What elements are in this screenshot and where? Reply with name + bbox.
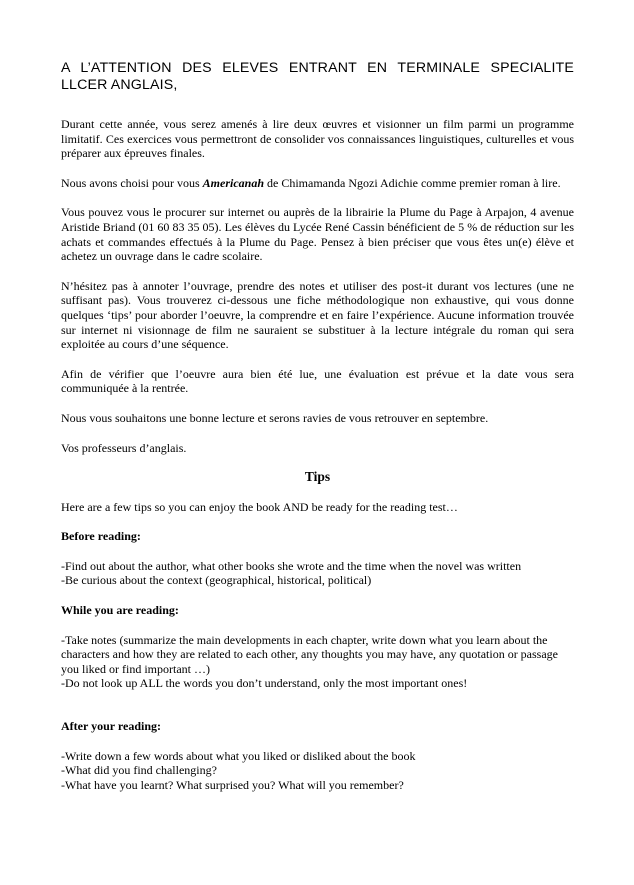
list-item: -Find out about the author, what other books she wrote and the time when the novel was written (61, 558, 522, 573)
while-reading-heading: While you are reading: (61, 603, 179, 618)
intro-paragraph: Durant cette année, vous serez amenés à lire deux œuvres et visionner un film parmi un programme limitatif. Ces exercices vous permettront de consolider vos connaissances linguistiques, culturelles et vous préparer aux épreuves finales. (61, 117, 574, 161)
list-item: -What did you find challenging? (61, 763, 217, 778)
book-choice-paragraph (61, 176, 574, 191)
signature: Vos professeurs d’anglais. (61, 440, 187, 455)
document-page (61, 60, 574, 792)
before-reading-list (61, 559, 574, 588)
list-item: -Write down a few words about what you liked or disliked about the book (61, 748, 416, 763)
after-reading-list (61, 749, 574, 793)
before-reading-heading: Before reading: (61, 529, 141, 544)
evaluation-paragraph: Afin de vérifier que l’oeuvre aura bien été lue, une évaluation est prévue et la date vous sera communiquée à la rentrée. (61, 366, 574, 396)
list-item: -What have you learnt? What surprised you? What will you remember? (61, 777, 404, 792)
document-title: A L’ATTENTION DES ELEVES ENTRANT EN TERMINALE SPECIALITE LLCER ANGLAIS, (61, 60, 574, 93)
wishes-paragraph: Nous vous souhaitons une bonne lecture et serons ravies de vous retrouver en septembre. (61, 410, 489, 425)
tips-intro: Here are a few tips so you can enjoy the book AND be ready for the reading test… (61, 499, 458, 514)
list-item: -Be curious about the context (geographical, historical, political) (61, 573, 372, 588)
book-title: Americanah (202, 175, 265, 190)
while-reading-notes: -Take notes (summarize the main developments in each chapter, write down what you learn about the characters and how they are related to each other, any thoughts you may have, any quotation or passage you liked or find important …) (61, 632, 559, 676)
annotation-paragraph: N’hésitez pas à annoter l’ouvrage, prendre des notes et utiliser des post-it durant vos lectures (une ne suffisant pas). Vous trouverez ci-dessous une fiche méthodologique non exhaustive, qui vous donne quelques ‘tips’ pour aborder l’oeuvre, la comprendre et en faire l’expérience. Aucune information trouvée sur internet ni visionnage de film ne sauraient se substituer à la lecture intégrale du roman qui sera exploitée au cours d’une séquence. (61, 278, 574, 352)
tips-title: Tips (304, 469, 331, 485)
while-reading-vocab: -Do not look up ALL the words you don’t understand, only the most important ones! (61, 676, 468, 691)
book-choice-before: Nous avons choisi pour vous (61, 175, 203, 190)
book-choice-after: de Chimamanda Ngozi Adichie comme premier roman à lire. (264, 175, 561, 190)
after-reading-heading: After your reading: (61, 719, 161, 734)
purchase-paragraph: Vous pouvez vous le procurer sur internet ou auprès de la librairie la Plume du Page à Arpajon, 4 avenue Aristide Briand (01 60 83 35 05). Les élèves du Lycée René Cassin bénéficient de 5 % de réduction sur les achats et commandes effectués à la Plume du Page. Pensez à bien préciser que vous êtes un(e) élève et achetez un ouvrage dans le cadre scolaire. (61, 205, 574, 264)
